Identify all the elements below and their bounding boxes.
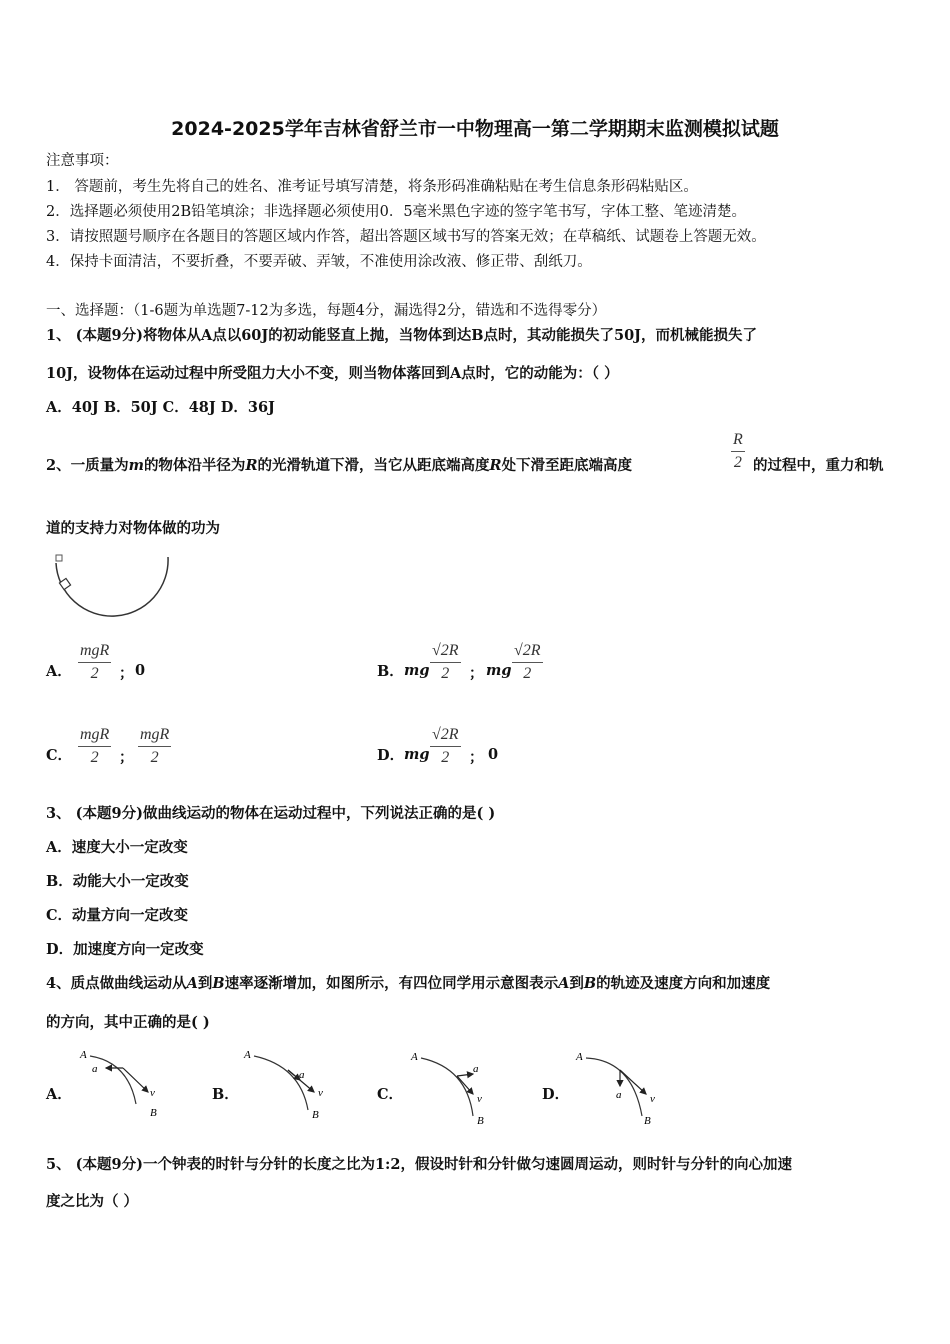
q1-stem-line2: 10J，设物体在运动过程中所受阻力大小不变，则当物体落回到A点时，它的动能为：（ ） <box>46 365 619 382</box>
q4-option-b-label: B． <box>212 1086 239 1103</box>
q4-c-point-b: B <box>477 1115 484 1126</box>
q4-c-trajectory <box>421 1058 473 1116</box>
q3-option-d: D．加速度方向一定改变 <box>46 941 204 958</box>
q4-a-point-a: A <box>80 1049 87 1061</box>
q4-c-label-a: a <box>473 1063 479 1075</box>
q4-b-label-v: v <box>318 1087 323 1099</box>
q5-stem-line1: 5、 (本题9分)一个钟表的时针与分针的长度之比为1:2，假设时针和分针做匀速圆周运动，则时针与分针的向心加速 <box>46 1156 792 1173</box>
q2-option-a-sep: ； <box>119 665 134 682</box>
section-heading: 一、选择题：（1-6题为单选题7-12为多选，每题4分，漏选得2分，错选和不选得零分） <box>46 303 607 319</box>
q4-option-b-diagram <box>242 1046 332 1122</box>
q3-option-a: A．速度大小一定改变 <box>46 839 188 856</box>
q2-start-marker <box>56 555 62 561</box>
q4-stem-line2: 的方向，其中正确的是( ) <box>46 1014 210 1031</box>
q4-b-label-a: a <box>299 1069 305 1081</box>
q4-option-c-label: C． <box>377 1086 404 1103</box>
q4-a-label-v: v <box>150 1087 155 1099</box>
q4-option-d-diagram <box>572 1046 666 1126</box>
q4-d-label-a: a <box>616 1089 622 1101</box>
q4-d-point-a: A <box>576 1051 583 1063</box>
q2-option-c-fraction1: mgR 2 <box>80 726 110 766</box>
q4-a-point-b: B <box>150 1107 157 1119</box>
q4-b-trajectory <box>254 1056 308 1110</box>
q4-option-a-diagram <box>76 1046 166 1122</box>
q4-a-label-a: a <box>92 1063 98 1075</box>
q4-b-point-a: A <box>244 1049 251 1061</box>
notice-heading: 注意事项： <box>46 153 119 169</box>
q2-block <box>59 578 70 589</box>
q4-option-a-label: A． <box>46 1086 72 1103</box>
page-title: 2024-2025学年吉林省舒兰市一中物理高一第二学期期末监测模拟试题 <box>171 118 779 140</box>
q4-b-point-b: B <box>312 1109 319 1121</box>
q4-option-d-label: D． <box>542 1086 570 1103</box>
q4-d-label-v: v <box>650 1093 655 1105</box>
q2-option-b-fraction1: $\frac{√2R}{2}$ <box>432 642 459 682</box>
q2-option-d-mg: mg <box>404 746 430 763</box>
q2-stem-line1-end: 的过程中，重力和轨 <box>753 457 884 474</box>
q2-option-c-label: C． <box>46 747 73 764</box>
q2-stem-line1: 2、一质量为m的物体沿半径为R的光滑轨道下滑，当它从距底端高度R处下滑至距底端高度 <box>46 457 633 474</box>
q2-option-c-fraction2: mgR 2 <box>140 726 170 766</box>
q2-option-b-label: B． <box>377 663 404 680</box>
q2-option-d-zero: 0 <box>488 746 499 763</box>
notice-item: 2．选择题必须使用2B铅笔填涂；非选择题必须使用0．5毫米黑色字迹的签字笔书写，字体工整、笔迹清楚。 <box>46 204 747 220</box>
q3-option-c: C．动量方向一定改变 <box>46 907 189 924</box>
q2-option-b-fraction2: $\frac{√2R}{2}$ <box>514 642 541 682</box>
q3-stem: 3、 (本题9分)做曲线运动的物体在运动过程中，下列说法正确的是( ) <box>46 805 496 822</box>
q4-c-accel-arrow <box>457 1074 473 1076</box>
notice-item: 3．请按照题号顺序在各题目的答题区域内作答，超出答题区域书写的答案无效；在草稿纸、试题卷上答题无效。 <box>46 229 766 245</box>
q2-option-c-sep: ； <box>119 749 134 766</box>
q4-c-label-v: v <box>477 1093 482 1105</box>
q2-track-diagram <box>50 553 174 617</box>
q2-option-a-zero: 0 <box>135 662 146 679</box>
q2-option-d-fraction: $\frac{√2R}{2}$ <box>432 726 459 766</box>
q2-option-a-label: A． <box>46 663 72 680</box>
q4-c-point-a: A <box>411 1051 418 1063</box>
notice-item: 4．保持卡面清洁，不要折叠，不要弄破、弄皱，不准使用涂改液、修正带、刮纸刀。 <box>46 254 592 270</box>
q4-d-point-b: B <box>644 1115 651 1126</box>
notice-item: 1． 答题前，考生先将自己的姓名、准考证号填写清楚，将条形码准确粘贴在考生信息条形码粘贴区。 <box>46 179 698 195</box>
q4-option-c-diagram <box>407 1046 497 1126</box>
q3-option-b: B．动能大小一定改变 <box>46 873 189 890</box>
q2-semicircle-track <box>56 557 168 616</box>
q2-option-b-mg1: mg <box>404 662 430 679</box>
q2-option-b-sep: ； <box>469 665 484 682</box>
q2-option-b-mg2: mg <box>486 662 512 679</box>
q2-option-a-fraction: mgR 2 <box>80 642 110 682</box>
q4-d-trajectory <box>586 1058 642 1116</box>
q5-stem-line2: 度之比为（ ） <box>46 1193 139 1210</box>
q4-c-velocity-arrow <box>457 1076 473 1094</box>
q1-options: A．40J B．50J C．48J D．36J <box>46 399 275 416</box>
q4-d-velocity-arrow <box>620 1070 646 1094</box>
q1-stem-line1: 1、 (本题9分)将物体从A点以60J的初动能竖直上抛，当物体到达B点时，其动能损失了50J，而机械能损失了 <box>46 327 758 344</box>
q2-fraction-r-over-2: $\frac{R}{2}$ <box>733 431 743 471</box>
q2-option-d-label: D． <box>377 747 405 764</box>
q4-stem-line1: 4、质点做曲线运动从A到B速率逐渐增加，如图所示，有四位同学用示意图表示A到B的轨迹及速度方向和加速度 <box>46 975 771 992</box>
q2-option-d-sep: ； <box>469 749 484 766</box>
q2-stem-line2: 道的支持力对物体做的功为 <box>46 520 220 537</box>
